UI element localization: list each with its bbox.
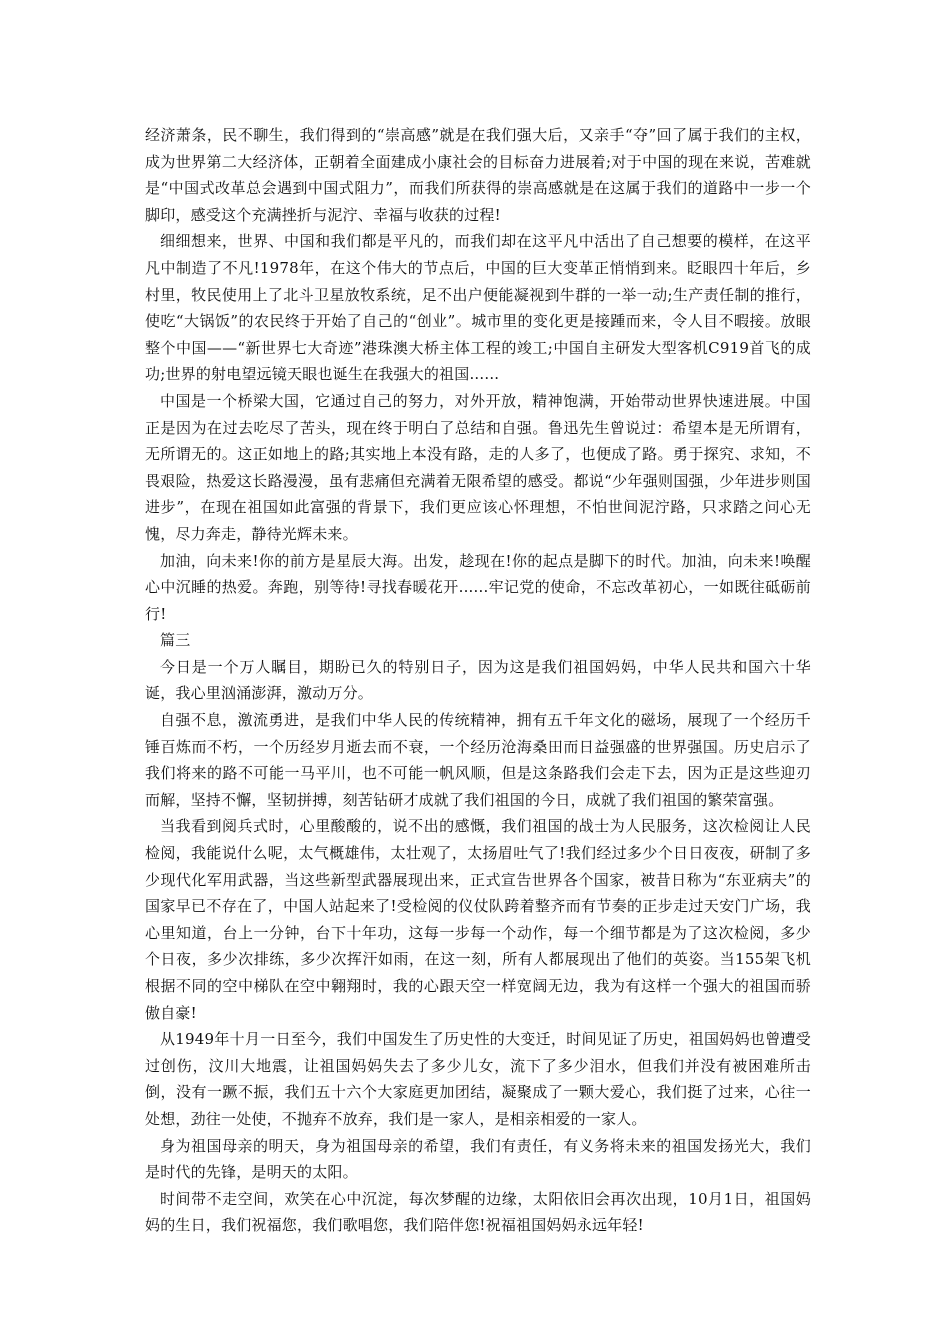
paragraph: 时间带不走空间，欢笑在心中沉淀，每次梦醒的边缘，太阳依旧会再次出现，10月1日，祖国妈妈的生日，我们祝福您，我们歌唱您，我们陪伴您!祝福祖国妈妈永远年轻!	[145, 1189, 811, 1235]
section-heading: 篇三	[160, 631, 191, 650]
paragraph: 今日是一个万人瞩目，期盼已久的特别日子，因为这是我们祖国妈妈，中华人民共和国六十华诞，我心里汹涌澎湃，激动万分。	[145, 657, 811, 703]
paragraph: 身为祖国母亲的明天，身为祖国母亲的希望，我们有责任，有义务将未来的祖国发扬光大，我们是时代的先锋，是明天的太阳。	[145, 1136, 811, 1182]
paragraph: 中国是一个桥梁大国，它通过自己的努力，对外开放，精神饱满，开始带动世界快速进展。中国正是因为在过去吃尽了苦头，现在终于明白了总结和自强。鲁迅先生曾说过：希望本是无所谓有，无所谓无的。这正如地上的路;其实地上本没有路，走的人多了，也便成了路。勇于探究、求知，不畏艰险，热爱这长路漫漫，虽有悲痛但充满着无限希望的感受。都说“少年强则国强，少年进步则国进步”，在现在祖国如此富强的背景下，我们更应该心怀理想，不怕世间泥泞路，只求踏之问心无愧，尽力奔走，静待光辉未来。	[145, 391, 811, 543]
paragraph: 细细想来，世界、中国和我们都是平凡的，而我们却在这平凡中活出了自己想要的模样，在这平凡中制造了不凡!1978年，在这个伟大的节点后，中国的巨大变革正悄悄到来。眨眼四十年后，乡村里，牧民使用上了北斗卫星放牧系统，足不出户便能凝视到牛群的一举一动;生产责任制的推行，使吃“大锅饭”的农民终于开始了自己的“创业”。城市里的变化更是接踵而来，令人目不暇接。放眼整个中国——“新世界七大奇迹”港珠澳大桥主体工程的竣工;中国自主研发大型客机C919首飞的成功;世界的射电望远镜天眼也诞生在我强大的祖国......	[145, 232, 811, 384]
paragraph: 从1949年十月一日至今，我们中国发生了历史性的大变迁，时间见证了历史，祖国妈妈也曾遭受过创伤，汶川大地震，让祖国妈妈失去了多少儿女，流下了多少泪水，但我们并没有被困难所击倒，没有一蹶不振，我们五十六个大家庭更加团结，凝聚成了一颗大爱心，我们挺了过来，心往一处想，劲往一处使，不抛弃不放弃，我们是一家人，是相亲相爱的一家人。	[145, 1030, 811, 1128]
paragraph: 加油，向未来!你的前方是星辰大海。出发，趁现在!你的起点是脚下的时代。加油，向未来!唤醒心中沉睡的热爱。奔跑，别等待!寻找春暖花开......牢记党的使命，不忘改革初心，一如既往砥砺前行!	[145, 551, 811, 623]
paragraph: 自强不息，激流勇进，是我们中华人民的传统精神，拥有五千年文化的磁场，展现了一个经历千锤百炼而不朽，一个历经岁月逝去而不衰，一个经历沧海桑田而日益强盛的世界强国。历史启示了我们将来的路不可能一马平川，也不可能一帆风顺，但是这条路我们会走下去，因为正是这些迎刃而解，坚持不懈，坚韧拼搏，刻苦钻研才成就了我们祖国的今日，成就了我们祖国的繁荣富强。	[145, 711, 811, 809]
paragraph: 当我看到阅兵式时，心里酸酸的，说不出的感慨，我们祖国的战士为人民服务，这次检阅让人民检阅，我能说什么呢，太气概雄伟，太壮观了，太扬眉吐气了!我们经过多少个日日夜夜，研制了多少现代化军用武器，当这些新型武器展现出来，正式宣告世界各个国家，被昔日称为“东亚病夫”的国家早已不存在了，中国人站起来了!受检阅的仪仗队跨着整齐而有节奏的正步走过天安门广场，我心里知道，台上一分钟，台下十年功，这每一步每一个动作，每一个细节都是为了这次检阅，多少个日夜，多少次排练，多少次挥汗如雨，在这一刻，所有人都展现出了他们的英姿。当155架飞机根据不同的空中梯队在空中翱翔时，我的心跟天空一样宽阔无边，我为有这样一个强大的祖国而骄傲自豪!	[145, 817, 811, 1022]
paragraph-continuation: 经济萧条，民不聊生，我们得到的“崇高感”就是在我们强大后，又亲手“夺”回了属于我们的主权，成为世界第二大经济体，正朝着全面建成小康社会的目标奋力进展着;对于中国的现在来说，苦难就是“中国式改革总会遇到中国式阻力”，而我们所获得的崇高感就是在这属于我们的道路中一步一个脚印，感受这个充满挫折与泥泞、幸福与收获的过程!	[145, 126, 811, 224]
document-body	[145, 122, 811, 1239]
